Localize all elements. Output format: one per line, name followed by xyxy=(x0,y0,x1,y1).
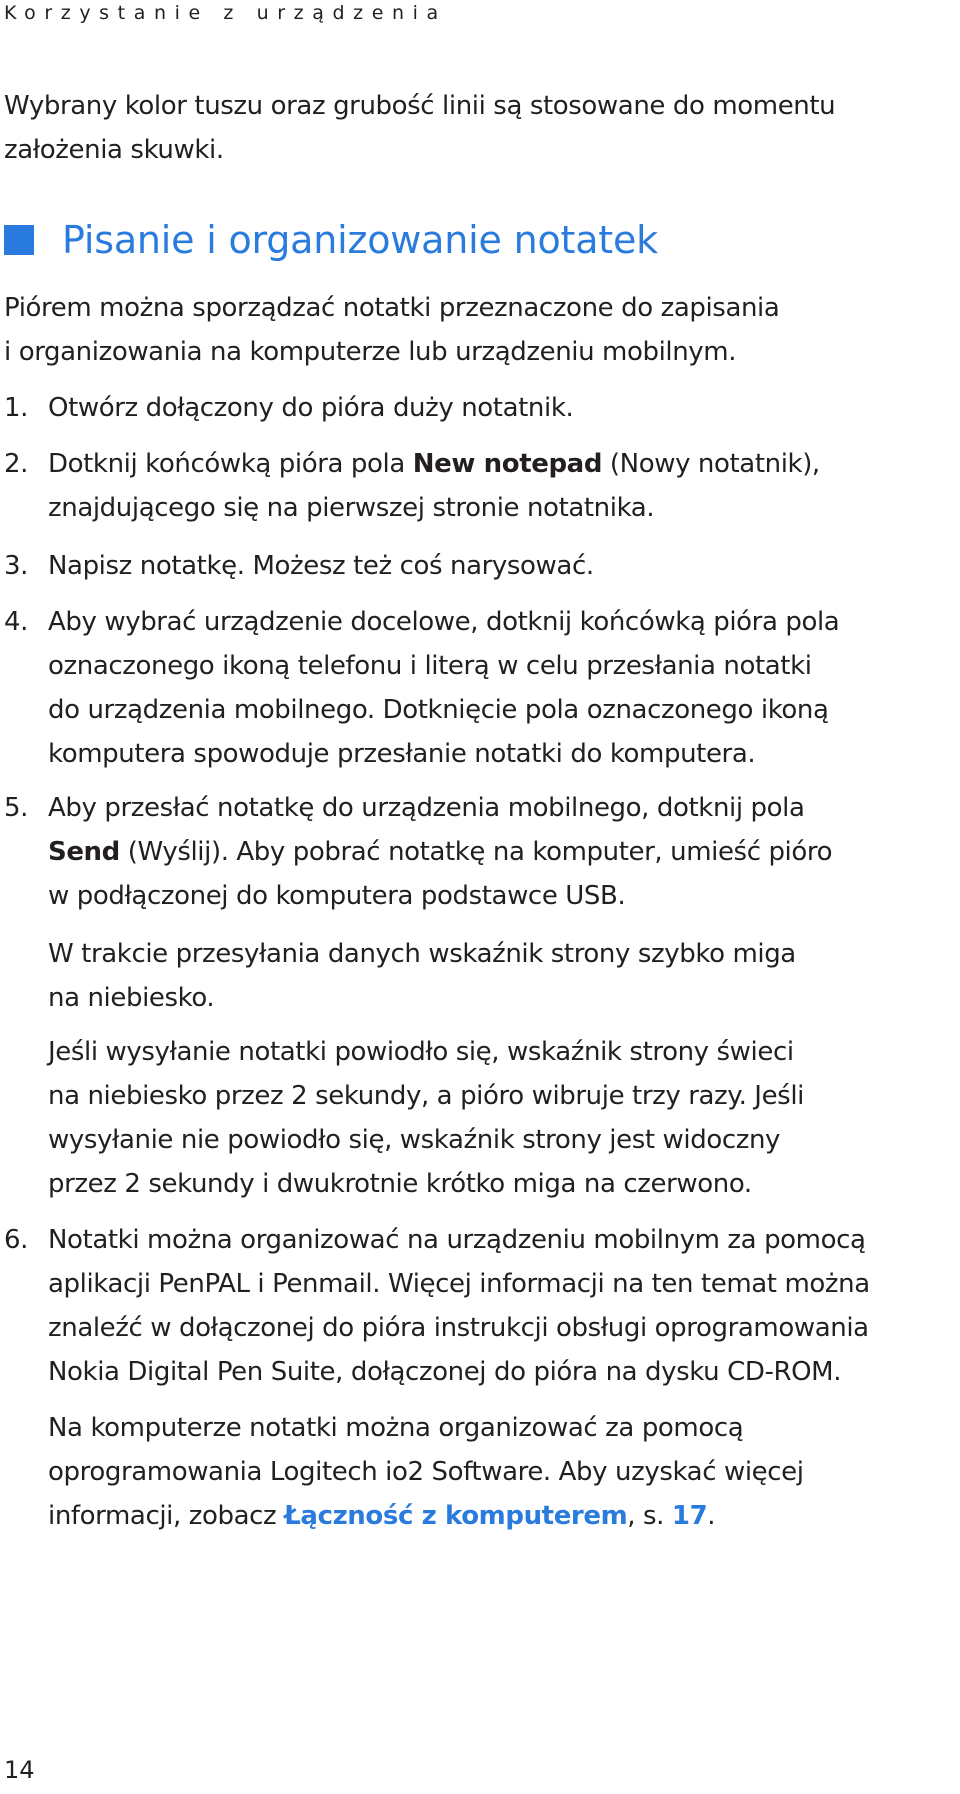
step-line: Aby przesłać notatkę do urządzenia mobilnego, dotknij pola xyxy=(48,793,805,823)
step-line xyxy=(48,830,832,874)
step-line: Napisz notatkę. Możesz też coś narysować. xyxy=(48,551,594,581)
step-line: do urządzenia mobilnego. Dotknięcie pola oznaczonego ikoną xyxy=(48,695,829,725)
running-header: Korzystanie z urządzenia xyxy=(4,2,447,24)
note-text: . xyxy=(707,1501,716,1531)
step-number: 3. xyxy=(4,551,29,581)
step-line: znaleźć w dołączonej do pióra instrukcji obsługi oprogramowania xyxy=(48,1313,869,1343)
section-title: Pisanie i organizowanie notatek xyxy=(62,218,658,262)
ui-term-new-notepad: New notepad xyxy=(412,449,603,479)
step-line xyxy=(48,442,820,486)
step-body xyxy=(48,442,820,530)
note-line: na niebiesko. xyxy=(48,983,215,1013)
section-intro-line: i organizowania na komputerze lub urządzeniu mobilnym. xyxy=(4,337,737,367)
step-number: 5. xyxy=(4,793,29,823)
step-line: Aby wybrać urządzenie docelowe, dotknij końcówką pióra pola xyxy=(48,607,840,637)
step-number: 4. xyxy=(4,607,29,637)
note-line: Jeśli wysyłanie notatki powiodło się, wskaźnik strony świeci xyxy=(48,1037,794,1067)
step-5-note-1 xyxy=(48,932,796,1020)
cross-reference-link[interactable]: Łączność z komputerem xyxy=(284,1501,628,1531)
step-text: (Wyślij). Aby pobrać notatkę na komputer, umieść pióro xyxy=(119,837,833,867)
step-number: 6. xyxy=(4,1225,29,1255)
page-reference-link[interactable]: 17 xyxy=(671,1501,708,1531)
section-intro-paragraph xyxy=(4,286,779,374)
step-text: (Nowy notatnik), xyxy=(602,449,820,479)
step-body xyxy=(48,1218,870,1394)
step-text: Dotknij końcówką pióra pola xyxy=(48,449,413,479)
step-line: Notatki można organizować na urządzeniu mobilnym za pomocą xyxy=(48,1225,866,1255)
step-body xyxy=(48,544,594,588)
note-text: , s. xyxy=(627,1501,672,1531)
note-line xyxy=(48,1494,804,1538)
note-line: na niebiesko przez 2 sekundy, a pióro wibruje trzy razy. Jeśli xyxy=(48,1081,804,1111)
step-line: znajdującego się na pierwszej stronie notatnika. xyxy=(48,493,655,523)
intro-paragraph xyxy=(4,84,835,172)
step-line: aplikacji PenPAL i Penmail. Więcej informacji na ten temat można xyxy=(48,1269,870,1299)
note-line: W trakcie przesyłania danych wskaźnik strony szybko miga xyxy=(48,939,796,969)
step-line: Nokia Digital Pen Suite, dołączonej do pióra na dysku CD-ROM. xyxy=(48,1357,842,1387)
step-5-note-2 xyxy=(48,1030,804,1206)
note-line: wysyłanie nie powiodło się, wskaźnik strony jest widoczny xyxy=(48,1125,781,1155)
section-marker-icon xyxy=(4,225,34,255)
step-6-note xyxy=(48,1406,804,1538)
step-number: 2. xyxy=(4,449,29,479)
page-number: 14 xyxy=(4,1756,35,1784)
step-line: Otwórz dołączony do pióra duży notatnik. xyxy=(48,393,574,423)
section-heading xyxy=(4,218,658,262)
section-intro-line: Piórem można sporządzać notatki przeznaczone do zapisania xyxy=(4,293,780,323)
note-line: przez 2 sekundy i dwukrotnie krótko miga na czerwono. xyxy=(48,1169,752,1199)
step-line: oznaczonego ikoną telefonu i literą w celu przesłania notatki xyxy=(48,651,812,681)
intro-line: Wybrany kolor tuszu oraz grubość linii są stosowane do momentu xyxy=(4,91,836,121)
note-line: oprogramowania Logitech io2 Software. Aby uzyskać więcej xyxy=(48,1457,804,1487)
intro-line: założenia skuwki. xyxy=(4,135,224,165)
step-line: w podłączonej do komputera podstawce USB. xyxy=(48,881,626,911)
step-number: 1. xyxy=(4,393,29,423)
step-line: komputera spowoduje przesłanie notatki do komputera. xyxy=(48,739,756,769)
step-body xyxy=(48,386,573,430)
step-body xyxy=(48,600,839,776)
note-line: Na komputerze notatki można organizować za pomocą xyxy=(48,1413,744,1443)
note-text: informacji, zobacz xyxy=(48,1501,285,1531)
ui-term-send: Send xyxy=(48,837,120,867)
step-body xyxy=(48,786,832,918)
